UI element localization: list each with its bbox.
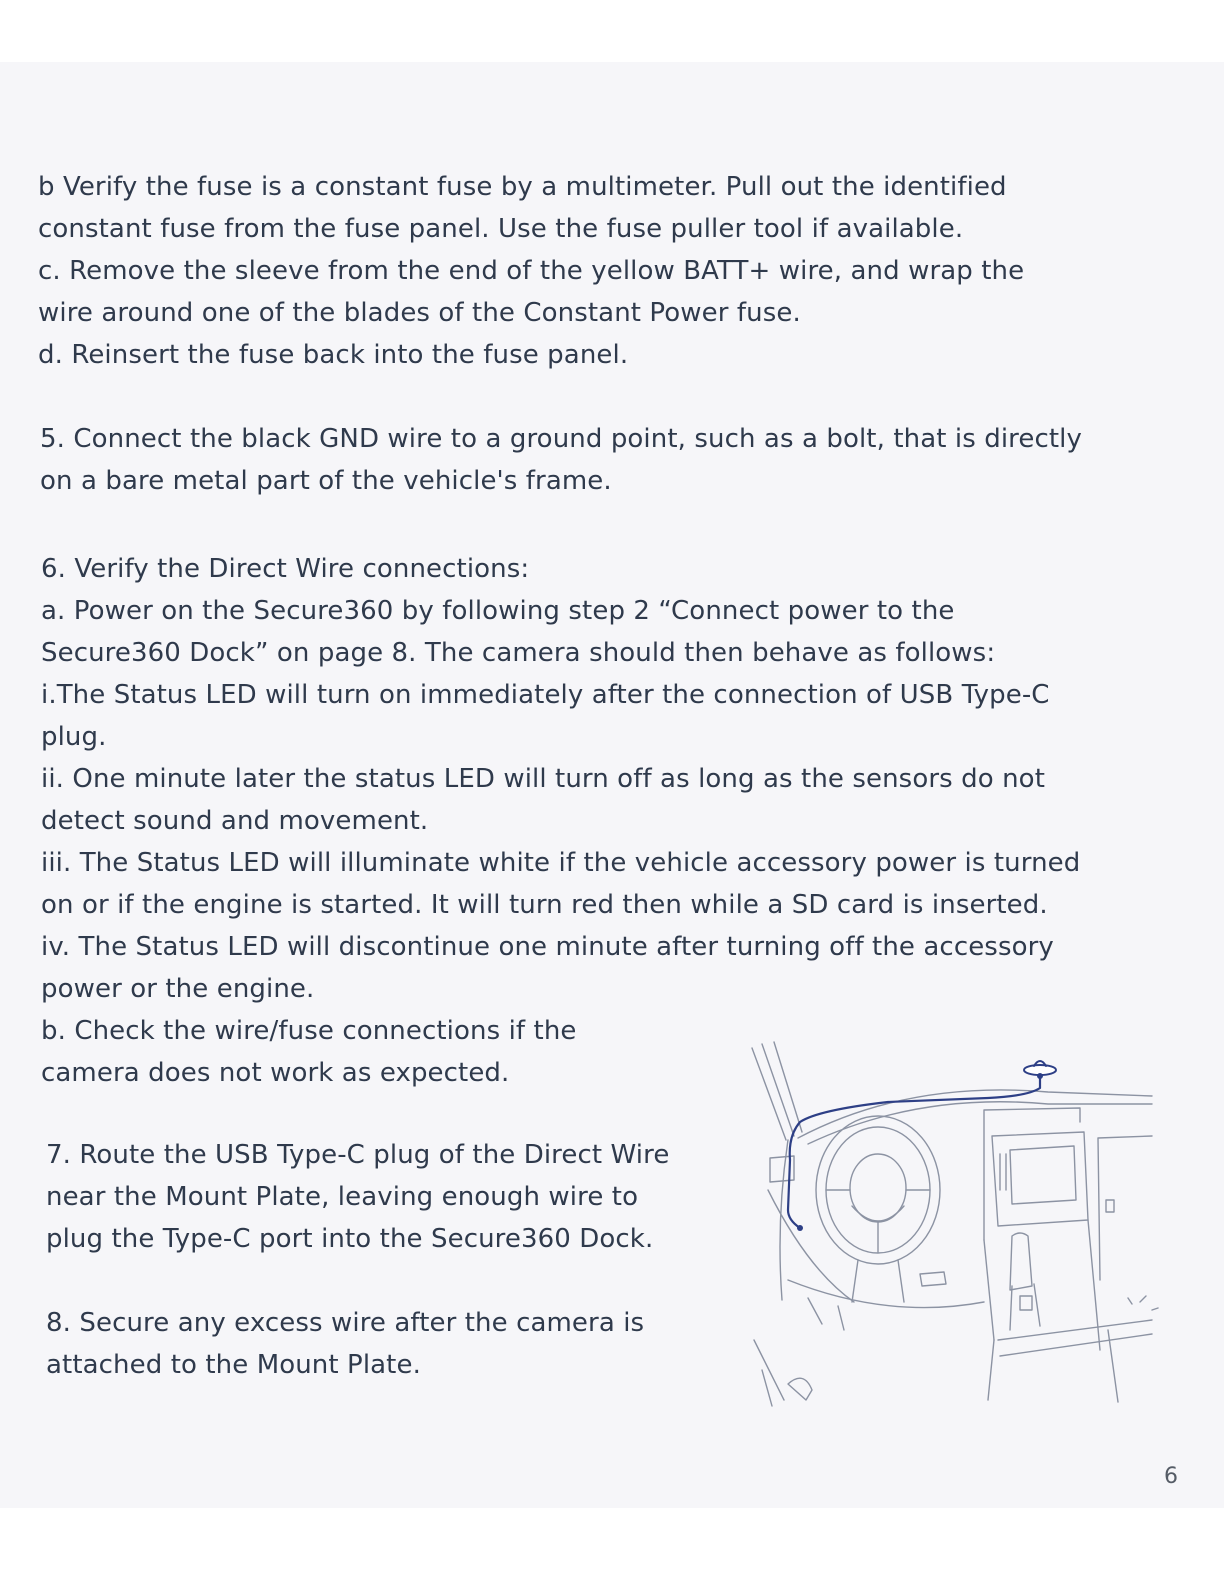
instruction-line: wire around one of the blades of the Constant Power fuse. <box>38 298 801 328</box>
instruction-line: 7. Route the USB Type-C plug of the Direct Wire <box>46 1140 670 1170</box>
step-6-instructions <box>41 548 1181 1094</box>
instruction-line: d. Reinsert the fuse back into the fuse panel. <box>38 340 629 370</box>
instruction-line: i.The Status LED will turn on immediately after the connection of USB Type-C <box>41 680 1050 710</box>
instruction-line: on or if the engine is started. It will turn red then while a SD card is inserted. <box>41 890 1048 920</box>
instruction-line: plug. <box>41 722 107 752</box>
instruction-line: 5. Connect the black GND wire to a ground point, such as a bolt, that is directly <box>40 424 1082 454</box>
instruction-line: a. Power on the Secure360 by following step 2 “Connect power to the <box>41 596 955 626</box>
car-interior-wiring-illustration <box>748 1040 1178 1410</box>
instruction-line: b Verify the fuse is a constant fuse by a multimeter. Pull out the identified <box>38 172 1007 202</box>
instruction-line: near the Mount Plate, leaving enough wire to <box>46 1182 639 1212</box>
step-5-instructions <box>40 418 1180 502</box>
instruction-line: ii. One minute later the status LED will turn off as long as the sensors do not <box>41 764 1045 794</box>
instruction-line: on a bare metal part of the vehicle's frame. <box>40 466 612 496</box>
instruction-line: Secure360 Dock” on page 8. The camera should then behave as follows: <box>41 638 996 668</box>
instruction-line: plug the Type-C port into the Secure360 Dock. <box>46 1224 654 1254</box>
instruction-line: camera does not work as expected. <box>41 1058 510 1088</box>
instruction-line: constant fuse from the fuse panel. Use the fuse puller tool if available. <box>38 214 964 244</box>
instruction-line: attached to the Mount Plate. <box>46 1350 421 1380</box>
instruction-line: power or the engine. <box>41 974 315 1004</box>
instruction-line: 8. Secure any excess wire after the camera is <box>46 1308 645 1338</box>
step-4-continued-instructions <box>38 166 1178 376</box>
instruction-line: 6. Verify the Direct Wire connections: <box>41 554 530 584</box>
instruction-line: iv. The Status LED will discontinue one minute after turning off the accessory <box>41 932 1054 962</box>
page-number: 6 <box>1164 1464 1178 1489</box>
instruction-line: c. Remove the sleeve from the end of the yellow BATT+ wire, and wrap the <box>38 256 1025 286</box>
instruction-line: iii. The Status LED will illuminate white if the vehicle accessory power is turned <box>41 848 1081 878</box>
instruction-line: b. Check the wire/fuse connections if the <box>41 1016 577 1046</box>
instruction-line: detect sound and movement. <box>41 806 429 836</box>
